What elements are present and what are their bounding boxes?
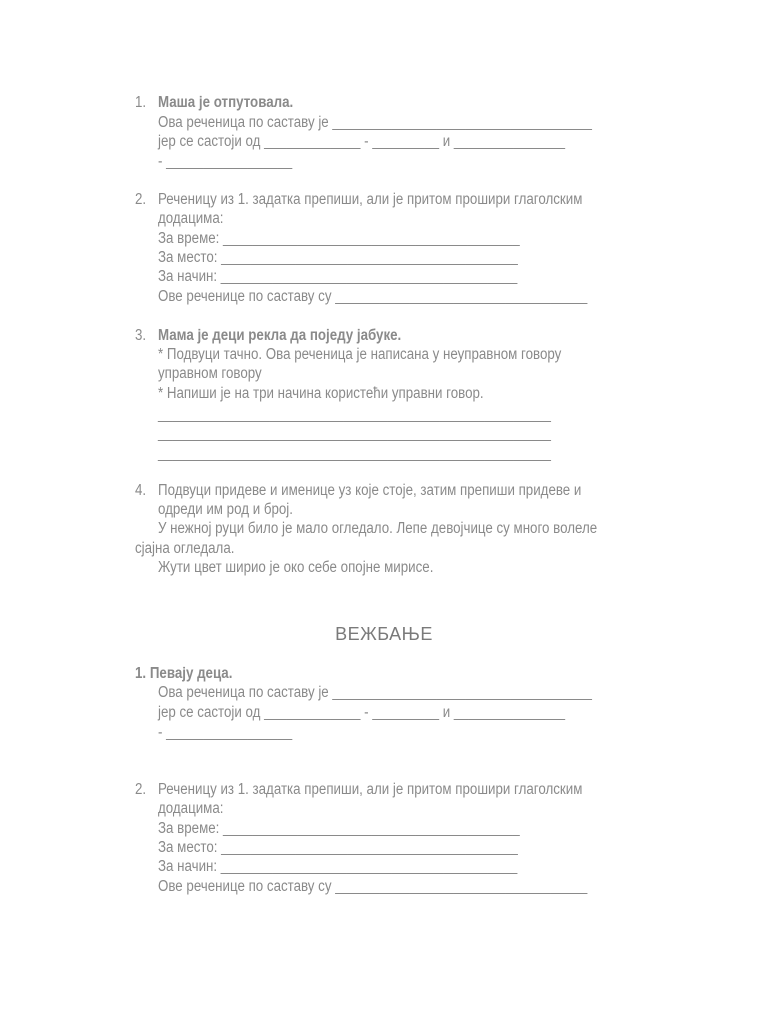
exercise-task-2-line: Реченицу из 1. задатка препиши, али је притом прошири глаголским (158, 781, 583, 798)
exercise-task-2-line: За начин: ________________________________________ (158, 858, 518, 875)
task-4-line: Подвуци придеве и именице уз које стоје, затим препиши придеве и (158, 482, 582, 499)
task-2-line: Реченицу из 1. задатка препиши, али је притом прошири глаголским (158, 191, 583, 208)
task-2-line: додацима: (158, 210, 224, 227)
task-3-title: Мама је деци рекла да поједу јабуке. (158, 327, 402, 344)
task-3-blank: _____________________________________________________ (158, 445, 551, 462)
task-3-line: * Напиши је на три начина користећи управни говор. (158, 385, 484, 402)
task-1-number: 1. (135, 94, 147, 111)
task-4-number: 4. (135, 482, 147, 499)
exercise-task-2-line: За место: ________________________________________ (158, 839, 518, 856)
task-1-title: Маша је отпутовала. (158, 94, 294, 111)
task-3-blank: _____________________________________________________ (158, 425, 551, 442)
exercise-task-1-line: - _________________ (158, 724, 293, 741)
task-3-line: управном говору (158, 365, 262, 382)
task-1-line: јер се састоји од _____________ - _________ и _______________ (158, 133, 566, 150)
task-2-number: 2. (135, 191, 147, 208)
exercise-task-1-line: јер се састоји од _____________ - _________ и _______________ (158, 704, 566, 721)
task-4-line: одреди им род и број. (158, 501, 293, 518)
task-2-line: За начин: ________________________________________ (158, 268, 518, 285)
task-3-blank: _____________________________________________________ (158, 406, 551, 423)
exercise-heading: ВЕЖБАЊЕ (335, 624, 433, 644)
task-2-line: Ове реченице по саставу су __________________________________ (158, 288, 588, 305)
exercise-task-2-line: За време: ________________________________________ (158, 820, 520, 837)
task-1-line: Ова реченица по саставу је ___________________________________ (158, 114, 592, 131)
task-1-line: - _________________ (158, 153, 293, 170)
task-4-sentence: У нежној руци било је мало огледало. Лепе девојчице су много волеле (158, 520, 598, 537)
exercise-task-1-title: 1. Певају деца. (135, 665, 233, 682)
exercise-task-2-line: Ове реченице по саставу су __________________________________ (158, 878, 588, 895)
exercise-task-1-line: Ова реченица по саставу је ___________________________________ (158, 684, 592, 701)
task-2-line: За место: ________________________________________ (158, 249, 518, 266)
task-3-line: * Подвуци тачно. Ова реченица је написана у неуправном говору (158, 346, 562, 363)
exercise-task-2-number: 2. (135, 781, 147, 798)
task-2-line: За време: ________________________________________ (158, 230, 520, 247)
exercise-task-2-line: додацима: (158, 800, 224, 817)
task-4-sentence: Жути цвет ширио је око себе опојне мирисе. (158, 559, 434, 576)
task-4-sentence: сјајна огледала. (135, 540, 235, 557)
task-3-number: 3. (135, 327, 147, 344)
